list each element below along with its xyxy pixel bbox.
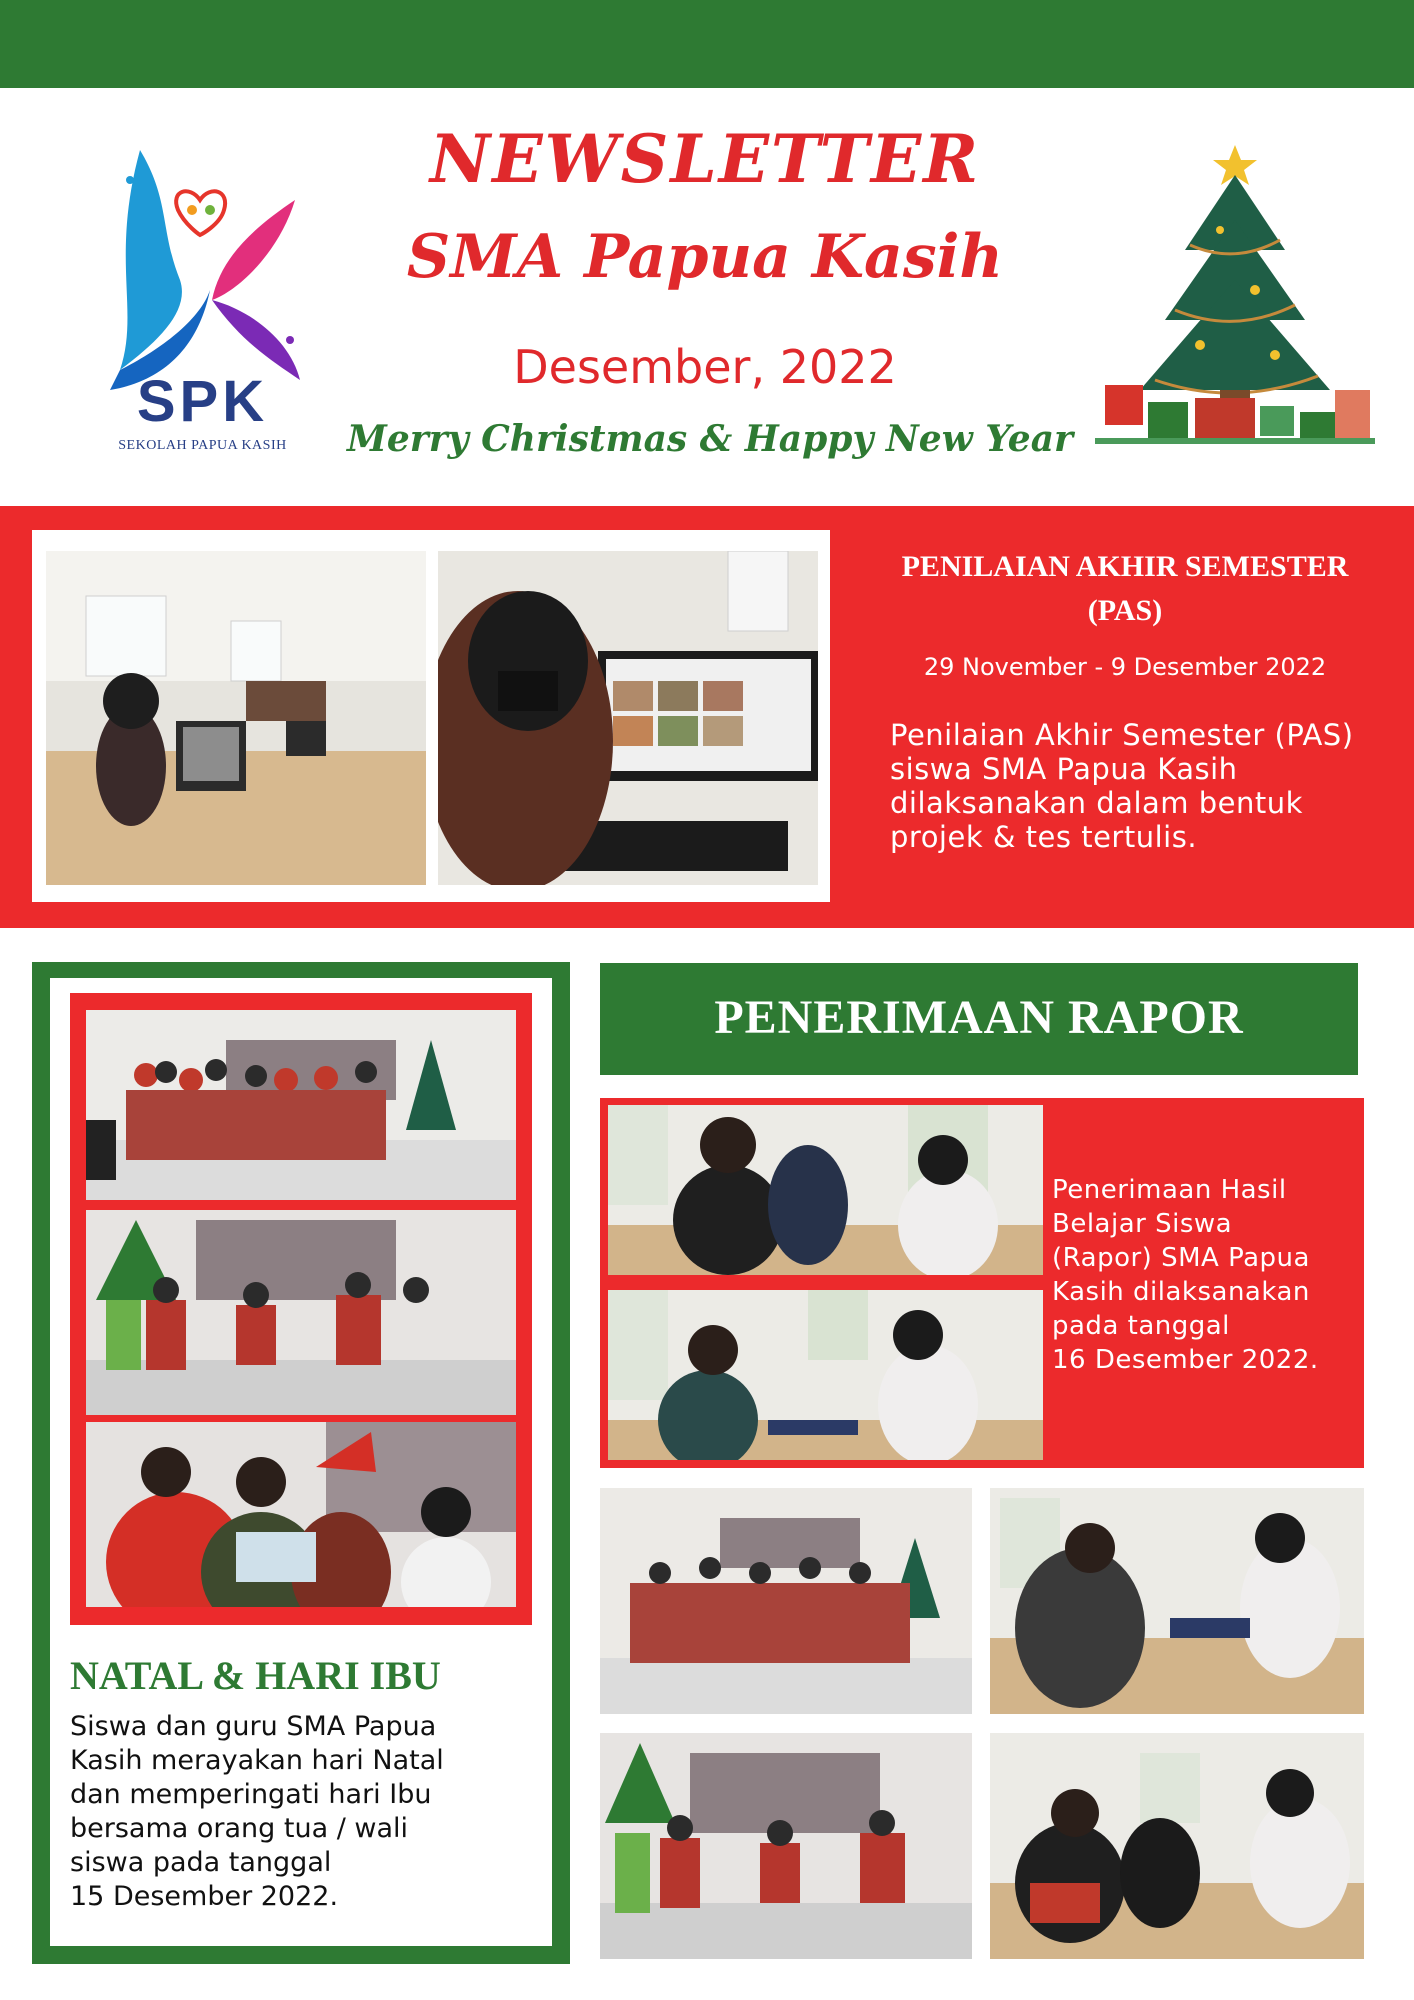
rapor-line: 16 Desember 2022.: [1052, 1345, 1319, 1375]
pas-line: projek & tes tertulis.: [890, 820, 1198, 854]
rapor-grid-photo-group: [600, 1488, 972, 1714]
rapor-grid-photo-students: [600, 1733, 972, 1959]
natal-photo-students: [86, 1210, 516, 1415]
natal-line: dan memperingati hari Ibu: [70, 1779, 432, 1810]
rapor-line: (Rapor) SMA Papua: [1052, 1243, 1310, 1273]
rapor-line: Penerimaan Hasil: [1052, 1175, 1287, 1205]
school-name: SMA Papua Kasih: [406, 222, 1004, 292]
newsletter-title: NEWSLETTER: [429, 120, 981, 198]
rapor-grid-photo-meeting: [990, 1488, 1364, 1714]
natal-line: Siswa dan guru SMA Papua: [70, 1711, 437, 1742]
pas-line: dilaksanakan dalam bentuk: [890, 786, 1303, 820]
rapor-photo-1: [608, 1105, 1043, 1275]
logo-subtext: SEKOLAH PAPUA KASIH: [118, 438, 287, 453]
pas-photo-computer-lab: [46, 551, 426, 885]
natal-line: siswa pada tanggal: [70, 1847, 332, 1878]
rapor-heading: PENERIMAAN RAPOR: [714, 991, 1244, 1044]
pas-line: Penilaian Akhir Semester (PAS): [890, 718, 1354, 752]
rapor-photo-2: [608, 1290, 1043, 1460]
natal-heading: NATAL & HARI IBU: [70, 1653, 441, 1698]
rapor-grid-photo-consultation: [990, 1733, 1364, 1959]
pas-heading-line1: PENILAIAN AKHIR SEMESTER: [901, 550, 1349, 583]
natal-line: bersama orang tua / wali: [70, 1813, 409, 1844]
rapor-line: Belajar Siswa: [1052, 1209, 1233, 1239]
greeting: Merry Christmas & Happy New Year: [347, 418, 1073, 460]
rapor-description: [1052, 1173, 1362, 1377]
natal-photo-gifts: [86, 1422, 516, 1607]
logo-text: SPK: [136, 369, 269, 434]
natal-line: Kasih merayakan hari Natal: [70, 1745, 444, 1776]
pas-heading-line2: (PAS): [1087, 594, 1163, 627]
rapor-line: Kasih dilaksanakan: [1052, 1277, 1310, 1307]
pas-heading: [860, 545, 1390, 633]
issue-date: Desember, 2022: [513, 340, 897, 394]
pas-line: siswa SMA Papua Kasih: [890, 752, 1238, 786]
natal-photo-group: [86, 1010, 516, 1200]
pas-photo-student-project: [438, 551, 818, 885]
rapor-line: pada tanggal: [1052, 1311, 1230, 1341]
pas-date-range: 29 November - 9 Desember 2022: [923, 653, 1327, 681]
christmas-tree-icon: [1090, 140, 1380, 450]
pas-description: [890, 718, 1390, 854]
top-banner: [0, 0, 1414, 88]
natal-line: 15 Desember 2022.: [70, 1881, 339, 1912]
natal-description: [70, 1710, 530, 1914]
